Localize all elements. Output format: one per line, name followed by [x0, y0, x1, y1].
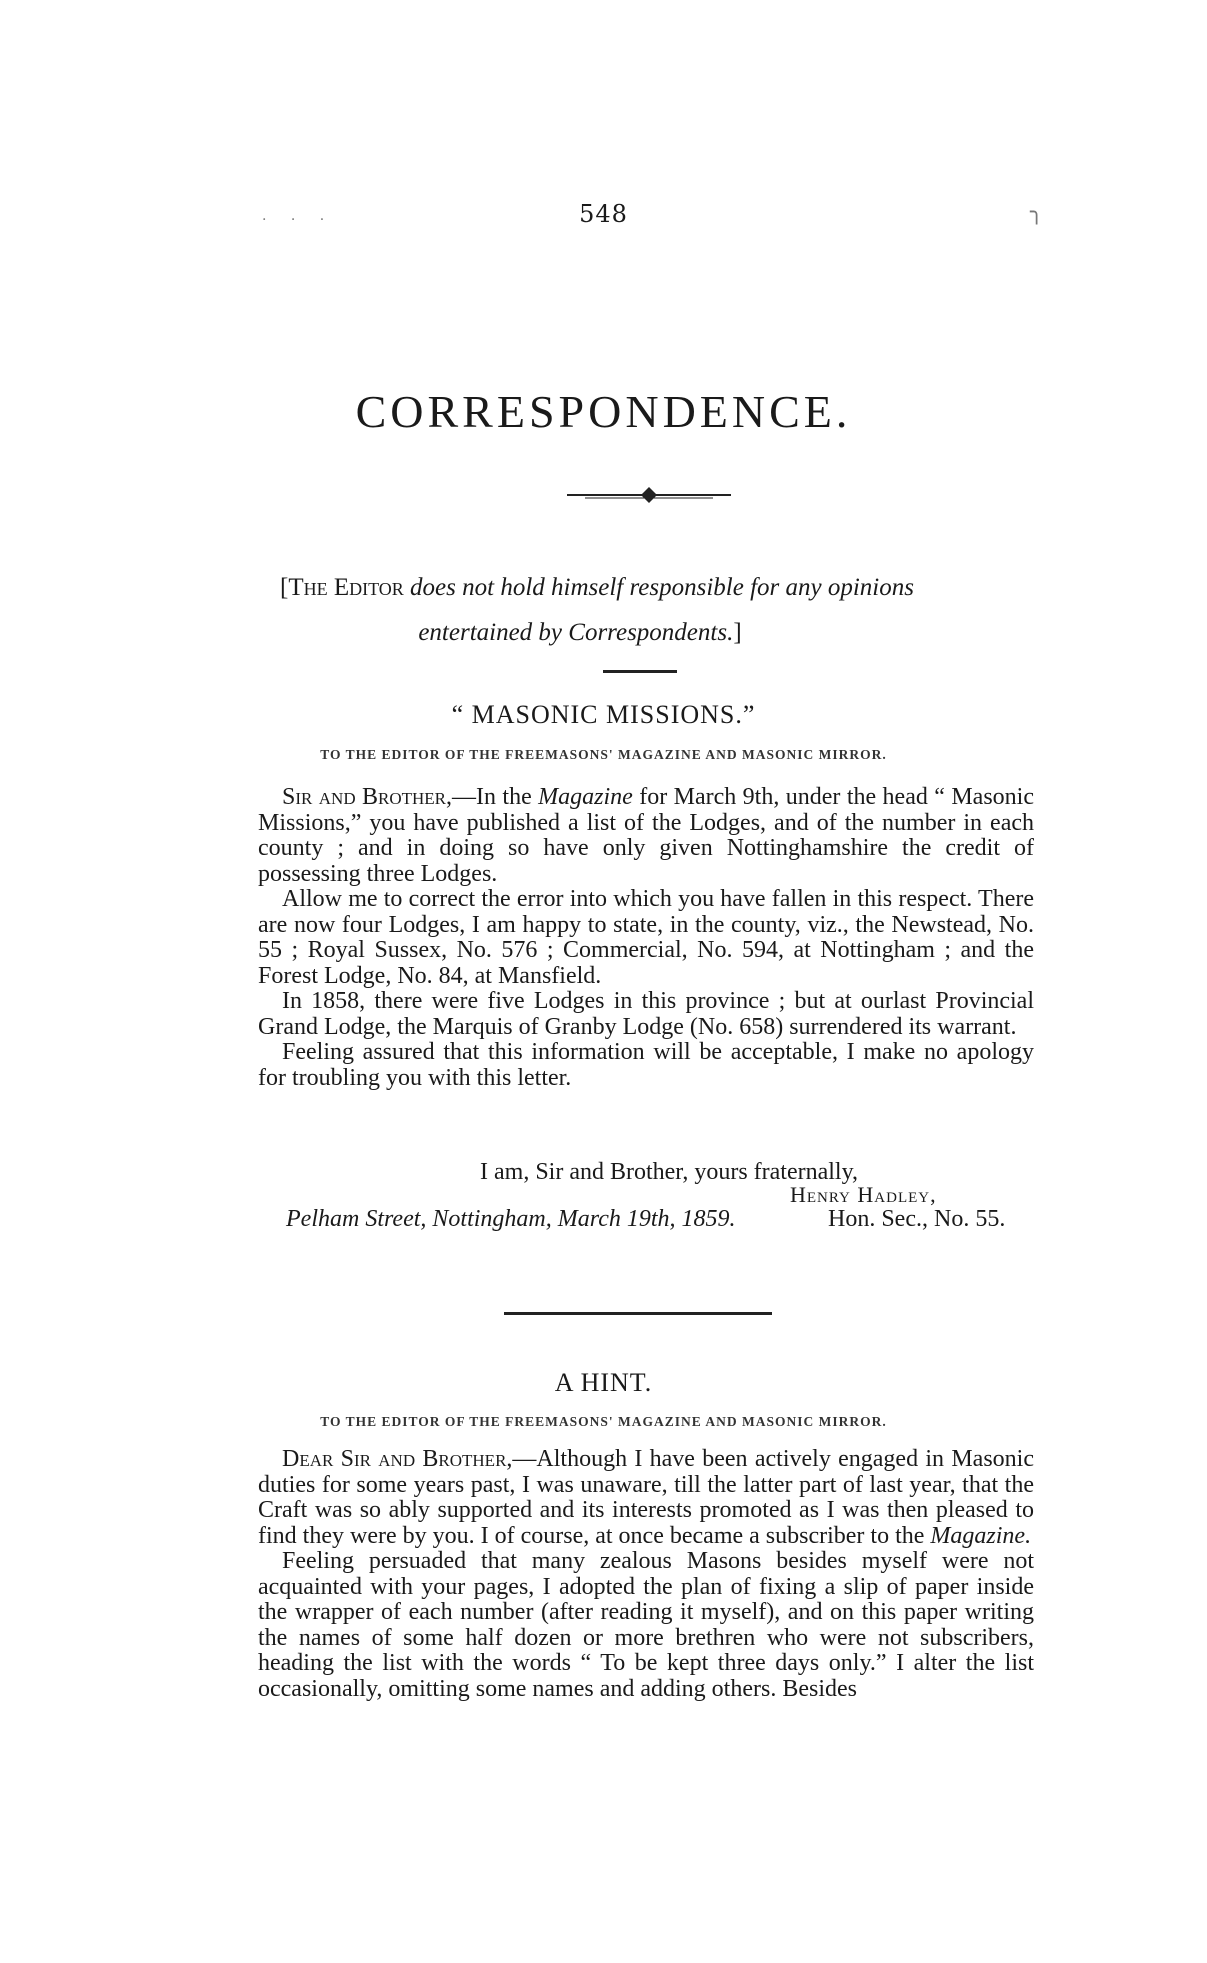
letter1-p1-b: for March 9th, under the head “ Masonic Missions,” you have published a list of the Lodges, and of the number in each county ; and in doing so have only given Nottinghamshire the credit of possessing three Lodges.: [258, 784, 1034, 887]
editor-note-line1: does not hold himself responsible for any opinions: [410, 574, 914, 601]
letter2-body: [258, 1447, 1034, 1702]
letter1-paragraph-2: Allow me to correct the error into which you have fallen in this respect. There are now four Lodges, I am happy to state, in the county, viz., the Newstead, No. 55 ; Royal Sussex, No. 576 ; Commercial, No. 594, at Nottingham ; and the Forest Lodge, No. 84, at Mansfield.: [258, 886, 1034, 989]
letter1-office: Hon. Sec., No. 55.: [828, 1206, 1006, 1232]
letter2-paragraph-2: Feeling persuaded that many zealous Masons besides myself were not acquainted with your pages, I adopted the plan of fixing a slip of paper inside the wrapper of each number (after reading it myself), and on this paper writing the names of some half dozen or more brethren who were not subscribers, heading the list with the words “ To be kept three days only.” I alter the list occasionally, omitting some names and adding others. Besides: [258, 1548, 1034, 1702]
margin-speck-right: ╮: [1030, 200, 1044, 225]
letter1-title: “ MASONIC MISSIONS.”: [451, 700, 756, 729]
letter1-place-date: Pelham Street, Nottingham, March 19th, 1859.: [286, 1206, 736, 1232]
letter2-paragraph-1: [258, 1447, 1034, 1549]
editor-note: [280, 565, 1040, 655]
letter1-paragraph-3: In 1858, there were five Lodges in this province ; but at ourlast Provincial Grand Lodge, the Marquis of Granby Lodge (No. 658) surrendered its warrant.: [258, 988, 1034, 1040]
margin-specks-left: · · ·: [262, 212, 335, 228]
letter1-p1-a: —In the: [452, 784, 539, 810]
letter1-addressee: TO THE EDITOR OF THE FREEMASONS' MAGAZINE AND MASONIC MIRROR.: [320, 747, 887, 762]
editor-note-line2: entertained by Correspondents.: [418, 619, 734, 646]
letter1-paragraph-1: [258, 785, 1034, 887]
letter2-salutation: Dear Sir and Brother,: [282, 1446, 513, 1472]
section-divider: [504, 1312, 772, 1315]
page-number: 548: [579, 200, 628, 228]
page-title: CORRESPONDENCE.: [355, 386, 852, 437]
open-bracket: [: [280, 574, 289, 601]
letter1-paragraph-4: Feeling assured that this information will be acceptable, I make no apology for troubling you with this letter.: [258, 1039, 1034, 1091]
letter1-p1-magazine: Magazine: [538, 784, 633, 810]
letter1-signature: Henry Hadley,: [790, 1182, 937, 1207]
editor-note-the: The: [288, 574, 328, 601]
letter1-closing: I am, Sir and Brother, yours fraternally,: [480, 1159, 859, 1185]
editor-note-editor: Editor: [333, 574, 404, 601]
letter2-addressee: TO THE EDITOR OF THE FREEMASONS' MAGAZINE AND MASONIC MIRROR.: [320, 1414, 887, 1429]
letter2-title: A HINT.: [554, 1368, 653, 1397]
letter2-p1-magazine: Magazine.: [930, 1522, 1032, 1549]
letter2-p1-a: —Although I have been actively engaged in Masonic duties for some years past, I was unaware, till the latter part of last year, that the Craft was so ably supported and its interests promoted as I was then pleased to find they were by you. I of course, at once became a subscriber to the: [258, 1446, 1034, 1549]
ornament-divider: [565, 485, 733, 505]
short-divider: [603, 670, 677, 673]
letter1-body: [258, 785, 1034, 1091]
close-bracket: ]: [733, 619, 742, 646]
letter1-salutation: Sir and Brother,: [282, 784, 453, 810]
